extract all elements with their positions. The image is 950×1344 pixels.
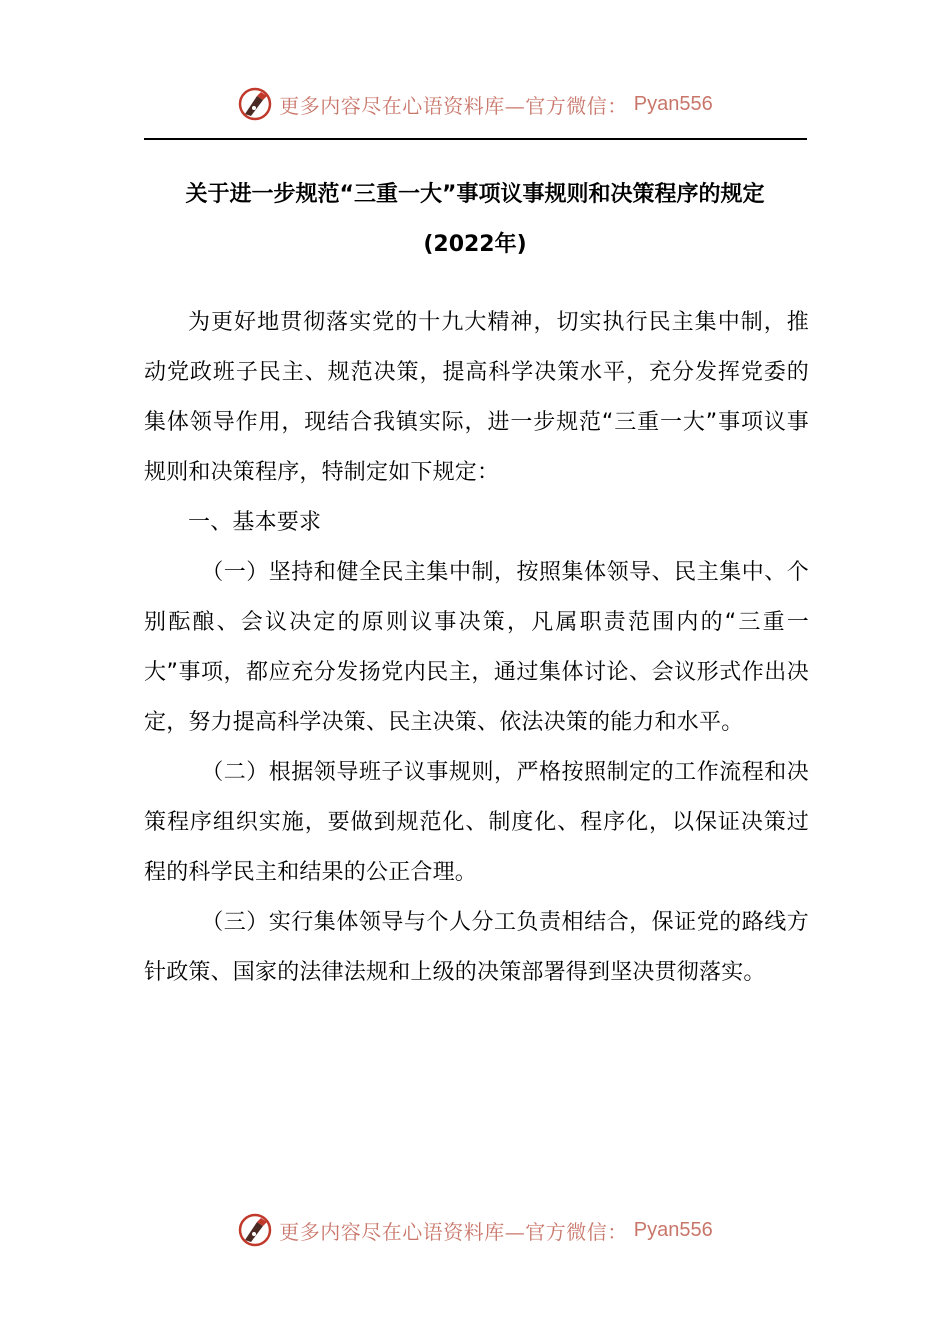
footer-banner-handle: Pyan556 [633, 1218, 713, 1241]
header-banner-text: 更多内容尽在心语资料库—官方微信： [279, 93, 628, 118]
intro-paragraph: 为更好地贯彻落实党的十九大精神，切实执行民主集中制，推动党政班子民主、规范决策，提高科学决策水平，充分发挥党委的集体领导作用，现结合我镇实际，进一步规范“三重一大”事项议事规则和决策程序，特制定如下规定： [144, 310, 809, 485]
footer-banner-text: 更多内容尽在心语资料库—官方微信： [279, 1219, 628, 1244]
document-body [144, 298, 809, 998]
header-divider [144, 138, 807, 140]
header-banner-handle: Pyan556 [633, 92, 713, 115]
pen-nib-logo-icon [237, 1212, 273, 1248]
header-watermark-banner [0, 80, 950, 128]
requirement-paragraph-1: （一）坚持和健全民主集中制，按照集体领导、民主集中、个别酝酿、会议决定的原则议事决策，凡属职责范围内的“三重一大”事项，都应充分发扬党内民主，通过集体讨论、会议形式作出决定，努力提高科学决策、民主决策、依法决策的能力和水平。 [144, 560, 809, 735]
document-year: (2022年) [423, 232, 527, 257]
document-title: 关于进一步规范“三重一大”事项议事规则和决策程序的规定 [185, 182, 765, 207]
requirement-paragraph-2: （二）根据领导班子议事规则，严格按照制定的工作流程和决策程序组织实施，要做到规范化、制度化、程序化，以保证决策过程的科学民主和结果的公正合理。 [144, 760, 809, 885]
section-heading: 一、基本要求 [188, 510, 322, 535]
requirement-paragraph-3: （三）实行集体领导与个人分工负责相结合，保证党的路线方针政策、国家的法律法规和上级的决策部署得到坚决贯彻落实。 [144, 910, 809, 985]
pen-nib-logo-icon [237, 86, 273, 122]
footer-watermark-banner [0, 1206, 950, 1254]
